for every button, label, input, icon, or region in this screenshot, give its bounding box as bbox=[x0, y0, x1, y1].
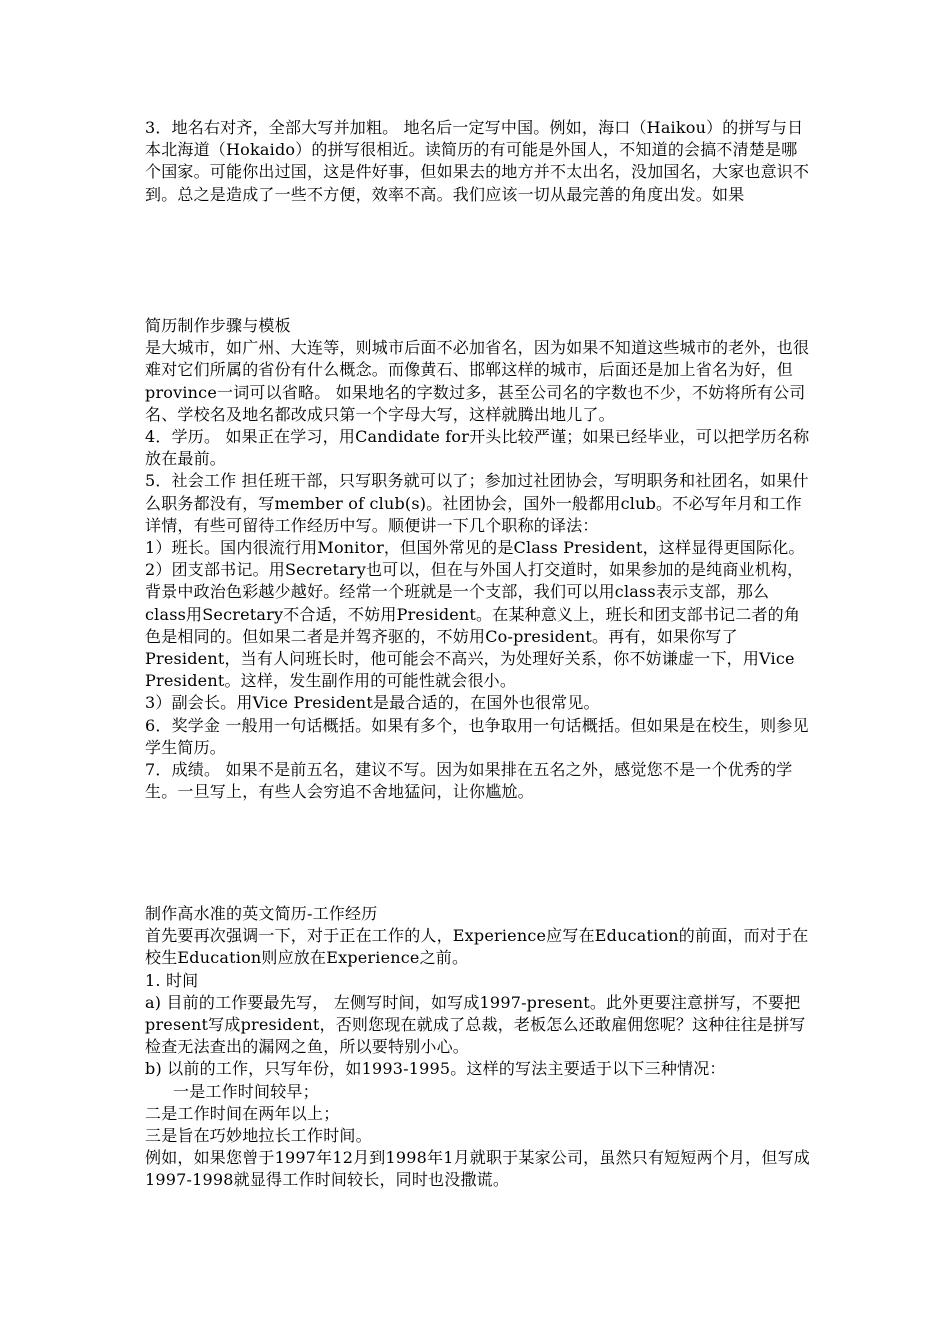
intro-paragraph: 3．地名右对齐，全部大写并加粗。 地名后一定写中国。例如，海口（Haikou）的拼写与日本北海道（Hokaido）的拼写很相近。读简历的有可能是外国人，不知道的会搞不清楚是哪个国家。可能你出过国，这是件好事，但如果去的地方并不太出名，没加国名，大家也意识不到。总之是造成了一些不方便，效率不高。我们应该一切从最完善的角度出发。如果 bbox=[145, 118, 810, 204]
paragraph: 3）副会长。用Vice President是最合适的，在国外也很常见。 bbox=[145, 693, 600, 713]
section-title-work-experience: 制作高水准的英文简历-工作经历 bbox=[145, 904, 378, 923]
paragraph: 是大城市，如广州、大连等，则城市后面不必加省名，因为如果不知道这些城市的老外，也很难对它们所属的省份有什么概念。而像黄石、邯郸这样的城市，后面还是加上省名为好，但province一词可以省略。 如果地名的字数过多，甚至公司名的字数也不少，不妨将所有公司名、学校名及地名都改成只第一个字母大写，这样就腾出地儿了。 bbox=[145, 338, 810, 424]
paragraph: 1. 时间 bbox=[145, 970, 199, 990]
paragraph: 5．社会工作 担任班干部，只写职务就可以了；参加过社团协会，写明职务和社团名，如果什么职务都没有，写member of club(s)。社团协会，国外一般都用club。不必写年月和工作详情，有些可留待工作经历中写。顺便讲一下几个职称的译法： bbox=[145, 471, 809, 535]
paragraph: 三是旨在巧妙地拉长工作时间。 bbox=[145, 1126, 372, 1146]
paragraph: 1）班长。国内很流行用Monitor，但国外常见的是Class President，这样显得更国际化。 bbox=[145, 538, 805, 558]
paragraph: 例如，如果您曾于1997年12月到1998年1月就职于某家公司，虽然只有短短两个月，但写成1997-1998就显得工作时间较长，同时也没撒谎。 bbox=[145, 1148, 810, 1190]
paragraph: 4．学历。 如果正在学习，用Candidate for开头比较严谨；如果已经毕业，可以把学历名称放在最前。 bbox=[145, 427, 810, 469]
paragraph: b) 以前的工作，只写年份，如1993-1995。这样的写法主要适于以下三种情况： bbox=[145, 1059, 726, 1079]
section-title-resume-steps: 简历制作步骤与模板 bbox=[145, 316, 291, 335]
paragraph: 2）团支部书记。用Secretary也可以，但在与外国人打交道时，如果参加的是纯商业机构，背景中政治色彩越少越好。经常一个班就是一个支部，我们可以用class表示支部，那么class用Secretary不合适，不妨用President。在某种意义上，班长和团支部书记二者的角色是相同的。但如果二者是并驾齐驱的，不妨用Co-president。再有，如果你写了President，当有人问班长时，他可能会不高兴，为处理好关系，你不妨谦虚一下，用Vice President。这样，发生副作用的可能性就会很小。 bbox=[145, 560, 804, 691]
paragraph: 一是工作时间较早； bbox=[173, 1081, 319, 1101]
paragraph: 首先要再次强调一下，对于正在工作的人，Experience应写在Education的前面，而对于在校生Education则应放在Experience之前。 bbox=[145, 926, 809, 968]
paragraph: 6．奖学金 一般用一句话概括。如果有多个，也争取用一句话概括。但如果是在校生，则参见学生简历。 bbox=[145, 715, 809, 757]
paragraph: a) 目前的工作要最先写， 左侧写时间，如写成1997-present。此外更要注意拼写，不要把present写成president，否则您现在就成了总裁，老板怎么还敢雇佣您呢？这种往往是拼写检查无法查出的漏网之鱼，所以要特别小心。 bbox=[145, 992, 806, 1057]
section-resume-steps bbox=[145, 315, 810, 803]
intro-block bbox=[145, 117, 810, 206]
paragraph: 7．成绩。 如果不是前五名，建议不写。因为如果排在五名之外，感觉您不是一个优秀的学生。一旦写上，有些人会穷追不舍地猛问，让你尴尬。 bbox=[145, 760, 793, 802]
section-work-experience bbox=[145, 903, 810, 1192]
paragraph: 二是工作时间在两年以上； bbox=[145, 1103, 340, 1123]
